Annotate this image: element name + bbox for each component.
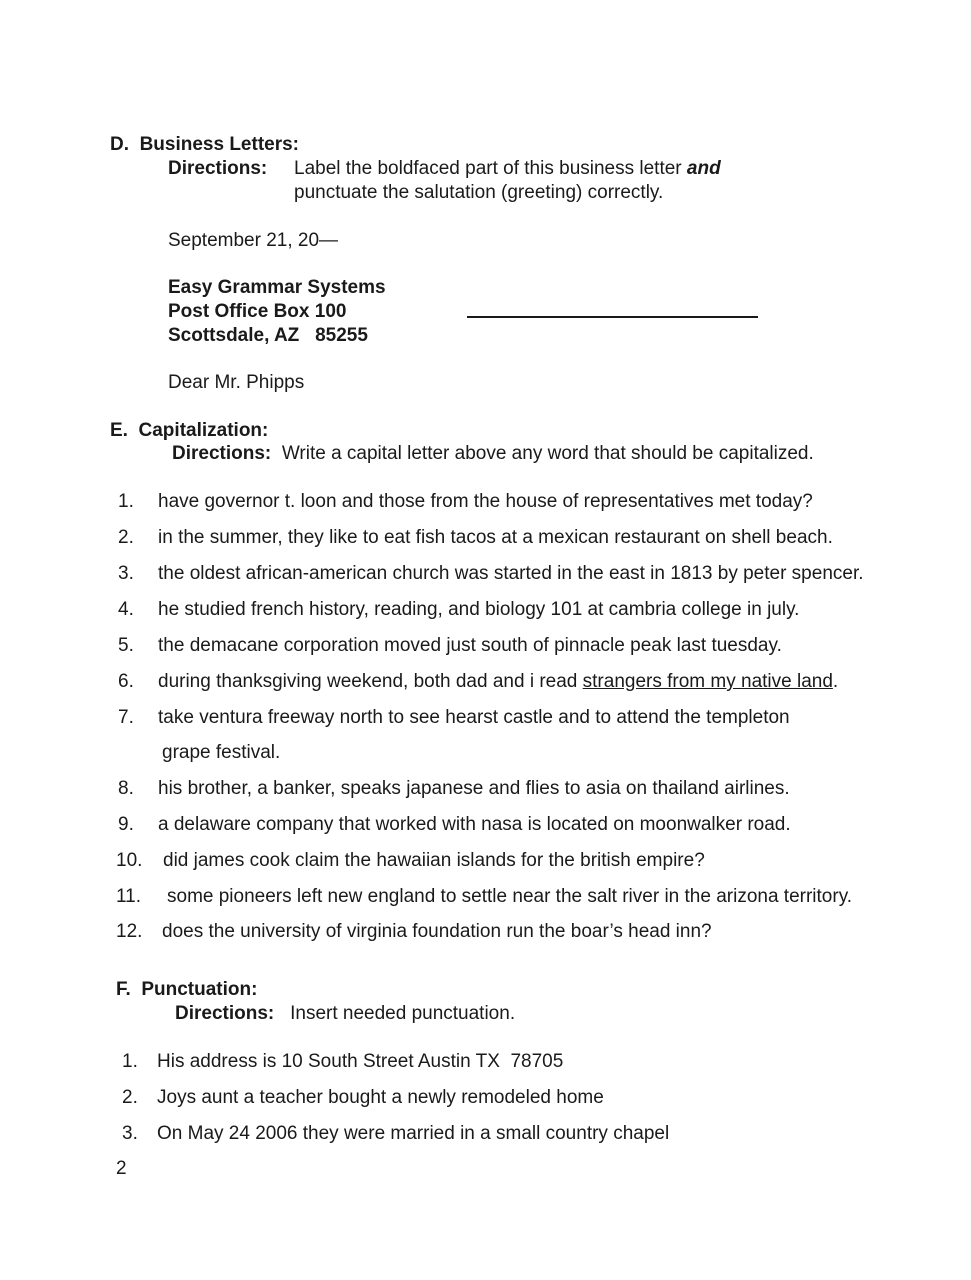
list-item [118,670,838,694]
section-f-directions [175,1002,515,1026]
item-number: 1. [122,1051,138,1072]
item-continuation: grape festival. [162,742,281,763]
book-title: strangers from my native land [582,671,833,692]
item-number: 3. [122,1123,138,1144]
item-text: in the summer, they like to eat fish tacos at a mexican restaurant on shell beach. [158,527,833,548]
section-d-heading [110,133,299,157]
item-text: did james cook claim the hawaiian islands for the british empire? [163,850,705,871]
letter-address-line-3: Scottsdale, AZ 85255 [168,325,368,346]
item-text: a delaware company that worked with nasa is located on moonwalker road. [158,814,791,835]
letter-salutation: Dear Mr. Phipps [168,372,305,393]
section-d-letter: D. [110,134,129,155]
section-f-directions-label: Directions: [175,1003,275,1024]
item-text: take ventura freeway north to see hearst castle and to attend the templeton [158,707,790,728]
item-text: have governor t. loon and those from the house of representatives met today? [158,491,813,512]
letter-address-line-2: Post Office Box 100 [168,301,347,322]
item-text: he studied french history, reading, and biology 101 at cambria college in july. [158,599,800,620]
list-item [118,777,790,801]
item-number: 9. [118,814,134,835]
section-d-title: Business Letters: [139,134,300,155]
label-answer-line[interactable] [467,316,758,318]
section-e-heading [110,419,268,443]
section-d-directions-emphasis: and [686,158,721,179]
item-number: 3. [118,563,134,584]
item-number: 8. [118,778,134,799]
item-text-after: . [832,671,839,692]
section-d-directions-line-1 [294,157,721,181]
list-item [122,1086,604,1110]
list-item [118,598,799,622]
item-number: 12. [116,921,143,942]
item-text: On May 24 2006 they were married in a small country chapel [157,1123,670,1144]
item-text: his brother, a banker, speaks japanese and flies to asia on thailand airlines. [158,778,790,799]
item-number: 4. [118,599,134,620]
item-text: some pioneers left new england to settle near the salt river in the arizona territory. [167,886,853,907]
item-text: the demacane corporation moved just south of pinnacle peak last tuesday. [158,635,782,656]
list-item [122,1122,669,1146]
item-number: 5. [118,635,134,656]
letter-date: September 21, 20— [168,230,339,251]
item-number: 11. [116,886,142,907]
list-item [118,562,864,586]
list-item [116,849,705,873]
letter-address-line-1: Easy Grammar Systems [168,277,386,298]
item-number: 2. [118,527,134,548]
item-text: His address is 10 South Street Austin TX 78705 [157,1051,564,1072]
item-text: the oldest african-american church was started in the east in 1813 by peter spencer. [158,563,864,584]
section-d-directions-line-2: punctuate the salutation (greeting) correctly. [294,182,664,203]
item-number: 7. [118,707,134,728]
item-text: does the university of virginia foundation run the boar’s head inn? [162,921,712,942]
section-d-directions-text-1: Label the boldfaced part of this business letter [294,158,682,179]
list-item [118,634,782,658]
section-e-directions-label: Directions: [172,443,272,464]
item-number: 10. [116,850,143,871]
list-item [118,813,791,837]
list-item [122,1050,563,1074]
section-f-letter: F. [116,979,131,1000]
item-text-before: during thanksgiving weekend, both dad and i read [158,671,583,692]
list-item [116,920,712,944]
page-number: 2 [116,1158,127,1179]
list-item [118,526,833,550]
item-text: Joys aunt a teacher bought a newly remodeled home [157,1087,604,1108]
list-item [118,706,790,730]
item-number: 6. [118,671,134,692]
section-f-directions-text: Insert needed punctuation. [290,1003,516,1024]
item-number: 1. [118,491,134,512]
section-f-title: Punctuation: [141,979,258,1000]
list-item [116,885,852,909]
section-f-heading [116,978,257,1002]
section-e-letter: E. [110,420,128,441]
section-e-title: Capitalization: [138,420,269,441]
section-d-directions-label: Directions: [168,158,268,179]
section-e-directions [172,442,814,466]
list-item [118,490,813,514]
item-number: 2. [122,1087,138,1108]
section-e-directions-text: Write a capital letter above any word that should be capitalized. [281,443,814,464]
